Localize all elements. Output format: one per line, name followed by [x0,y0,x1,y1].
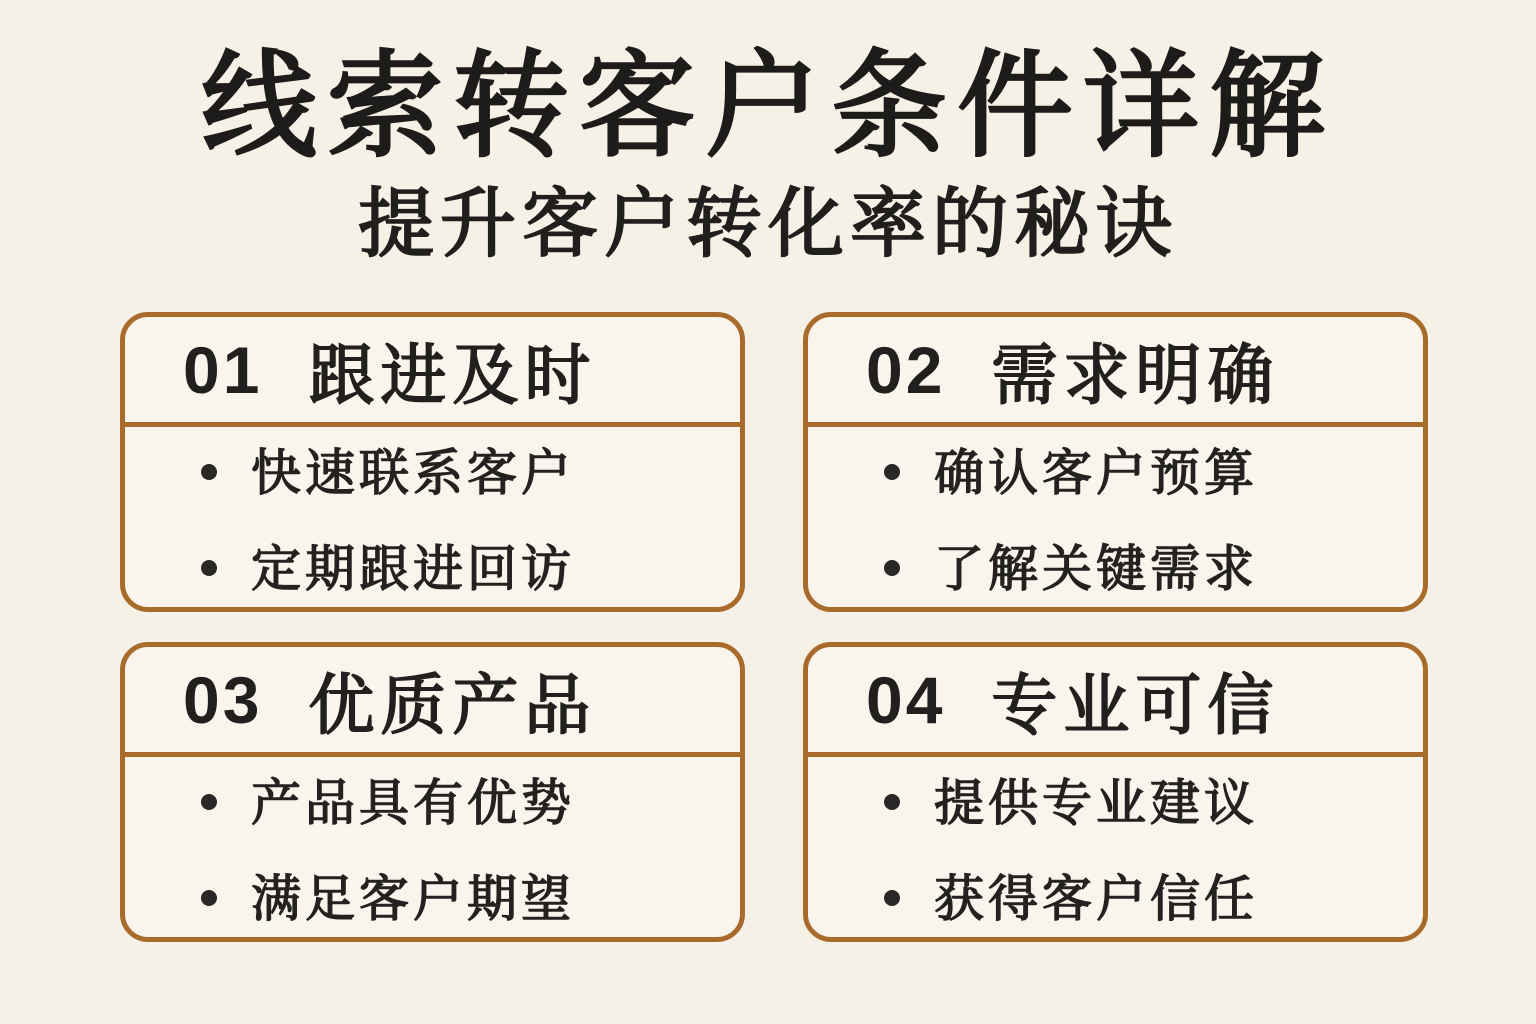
card-header [808,647,1423,757]
bullet-item [884,763,1423,835]
bullet-dot-icon [884,794,900,810]
card-title: 优质产品 [308,668,597,743]
bullet-dot-icon [201,794,217,810]
card-02-clear-requirements [803,312,1428,612]
bullet-text: 了解关键需求 [934,541,1258,598]
bullet-dot-icon [884,464,900,480]
bullet-text: 快速联系客户 [251,445,575,502]
card-body [125,427,740,607]
card-header [125,317,740,427]
bullet-item [884,433,1423,505]
bullet-item [884,859,1423,931]
card-title: 跟进及时 [308,338,597,413]
page-title: 线索转客户条件详解 [201,41,1335,171]
bullet-dot-icon [201,890,217,906]
page-subtitle: 提升客户转化率的秘诀 [358,182,1178,267]
bullet-text: 产品具有优势 [251,775,575,832]
bullet-item [201,859,740,931]
card-body [808,427,1423,607]
bullet-text: 满足客户期望 [251,871,575,928]
card-number: 04 [866,662,946,737]
card-number: 03 [183,662,263,737]
card-number: 02 [866,332,946,407]
bullet-item [201,763,740,835]
bullet-dot-icon [201,464,217,480]
bullet-dot-icon [884,890,900,906]
card-title: 专业可信 [991,668,1280,743]
bullet-text: 获得客户信任 [934,871,1258,928]
card-header [808,317,1423,427]
bullet-text: 确认客户预算 [934,445,1258,502]
bullet-item [201,529,740,601]
bullet-text: 定期跟进回访 [251,541,575,598]
bullet-item [884,529,1423,601]
card-title: 需求明确 [991,338,1280,413]
cards-grid [120,312,1428,942]
card-body [125,757,740,937]
bullet-item [201,433,740,505]
card-04-professional-trustworthy [803,642,1428,942]
bullet-text: 提供专业建议 [934,775,1258,832]
card-header [125,647,740,757]
card-03-quality-product [120,642,745,942]
bullet-dot-icon [884,560,900,576]
bullet-dot-icon [201,560,217,576]
card-01-timely-follow-up [120,312,745,612]
card-body [808,757,1423,937]
card-number: 01 [183,332,263,407]
